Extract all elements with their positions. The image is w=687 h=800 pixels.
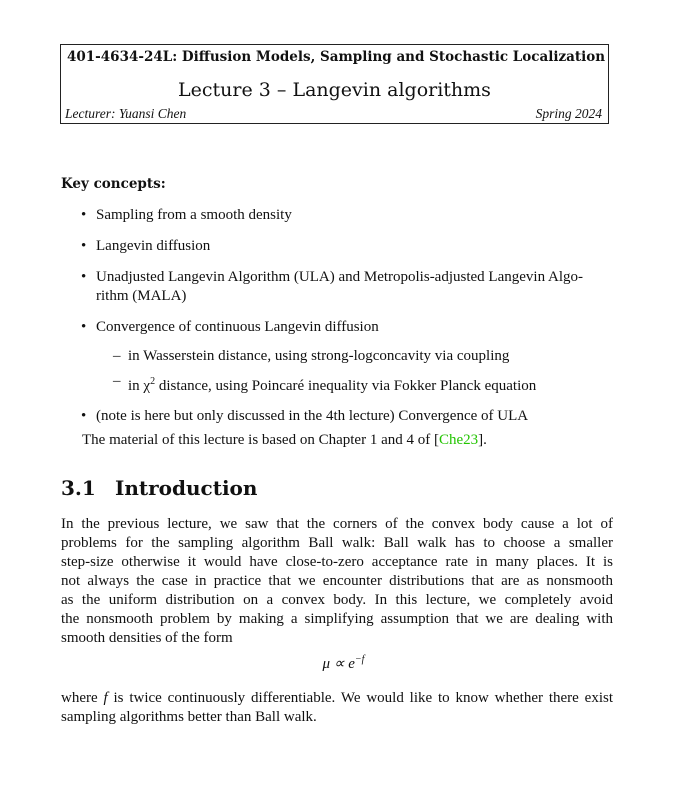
paragraph-line: as the uniform distribution on a convex body. In this lecture, we completely avoid [61,592,613,608]
bullet-icon: • [81,269,87,285]
intro-paragraph [61,515,613,648]
material-note [82,431,487,450]
paragraph-line: problems for the sampling algorithm Ball walk: Ball walk has to choose a smaller [61,535,613,551]
key-concept-text: Langevin diffusion [96,238,211,254]
key-concept-item [80,237,620,256]
chi-exponent: 2 [150,376,156,387]
key-concept-item [80,407,620,426]
bracket-open: [ [433,432,439,448]
key-concept-item [80,206,620,225]
key-concept-text-line1: Unadjusted Langevin Algorithm (ULA) and Metropolis-adjusted Langevin Algo- [96,269,583,285]
dash-icon: – [113,348,121,364]
key-concept-item [80,268,620,306]
paragraph-line [61,689,613,708]
equation-exponent: −f [354,654,365,665]
bullet-icon: • [81,207,87,223]
section-title: Introduction [115,476,258,500]
variable-f: f [103,690,108,706]
density-equation [0,654,687,673]
follow-up-paragraph [61,689,613,727]
convergence-sub-list [96,347,620,396]
paragraph-line: In the previous lecture, we saw that the corners of the convex body cause a lot of [61,516,613,532]
section-number: 3.1 [61,476,96,500]
sub-item [96,372,620,396]
section-heading [61,476,257,500]
citation-link[interactable]: Che23 [438,432,479,448]
key-concept-text: Convergence of continuous Langevin diffusion [96,319,379,335]
lecture-title: Lecture 3 – Langevin algorithms [178,79,491,101]
paragraph-line: step-size otherwise it would have close-to-zero acceptance rate in many places. It is [61,554,613,570]
key-concept-text: Sampling from a smooth density [96,207,292,223]
key-concept-item [80,318,620,396]
lecturer-name: Lecturer: Yuansi Chen [65,106,187,121]
bullet-icon: • [81,408,87,424]
paragraph-line: smooth densities of the form [61,630,233,646]
key-concept-text-line2: rithm (MALA) [96,288,187,304]
dash-icon: – [113,373,121,389]
bracket-close: ]. [478,432,487,448]
line-rest: is twice continuously differentiable. We would like to know whether there exist [107,690,613,706]
line-prefix: where [61,690,104,706]
sub-item-text [128,378,536,394]
lecture-header-box [60,44,609,124]
bullet-icon: • [81,238,87,254]
sub-item-rest: distance, using Poincaré inequality via Fokker Planck equation [155,378,537,394]
paragraph-line: not always the case in practice that we encounter distributions that are as nonsmooth [61,573,613,589]
term-label: Spring 2024 [535,106,602,121]
paragraph-line: sampling algorithms better than Ball walk. [61,709,317,725]
key-concept-text: (note is here but only discussed in the 4th lecture) Convergence of ULA [96,408,529,424]
material-text: The material of this lecture is based on Chapter 1 and 4 of [82,432,434,448]
sub-item [96,347,620,366]
key-concepts-list [80,206,620,426]
key-concepts-heading: Key concepts: [61,176,166,192]
paragraph-line: the nonsmooth problem by making a simplifying assumption that we are dealing with [61,611,613,627]
bullet-icon: • [81,319,87,335]
course-title: 401-4634-24L: Diffusion Models, Sampling and Stochastic Localization [67,49,606,65]
chi-symbol: in χ [128,378,151,394]
equation-base: μ ∝ e [322,656,355,672]
sub-item-text: in Wasserstein distance, using strong-logconcavity via coupling [128,348,510,364]
